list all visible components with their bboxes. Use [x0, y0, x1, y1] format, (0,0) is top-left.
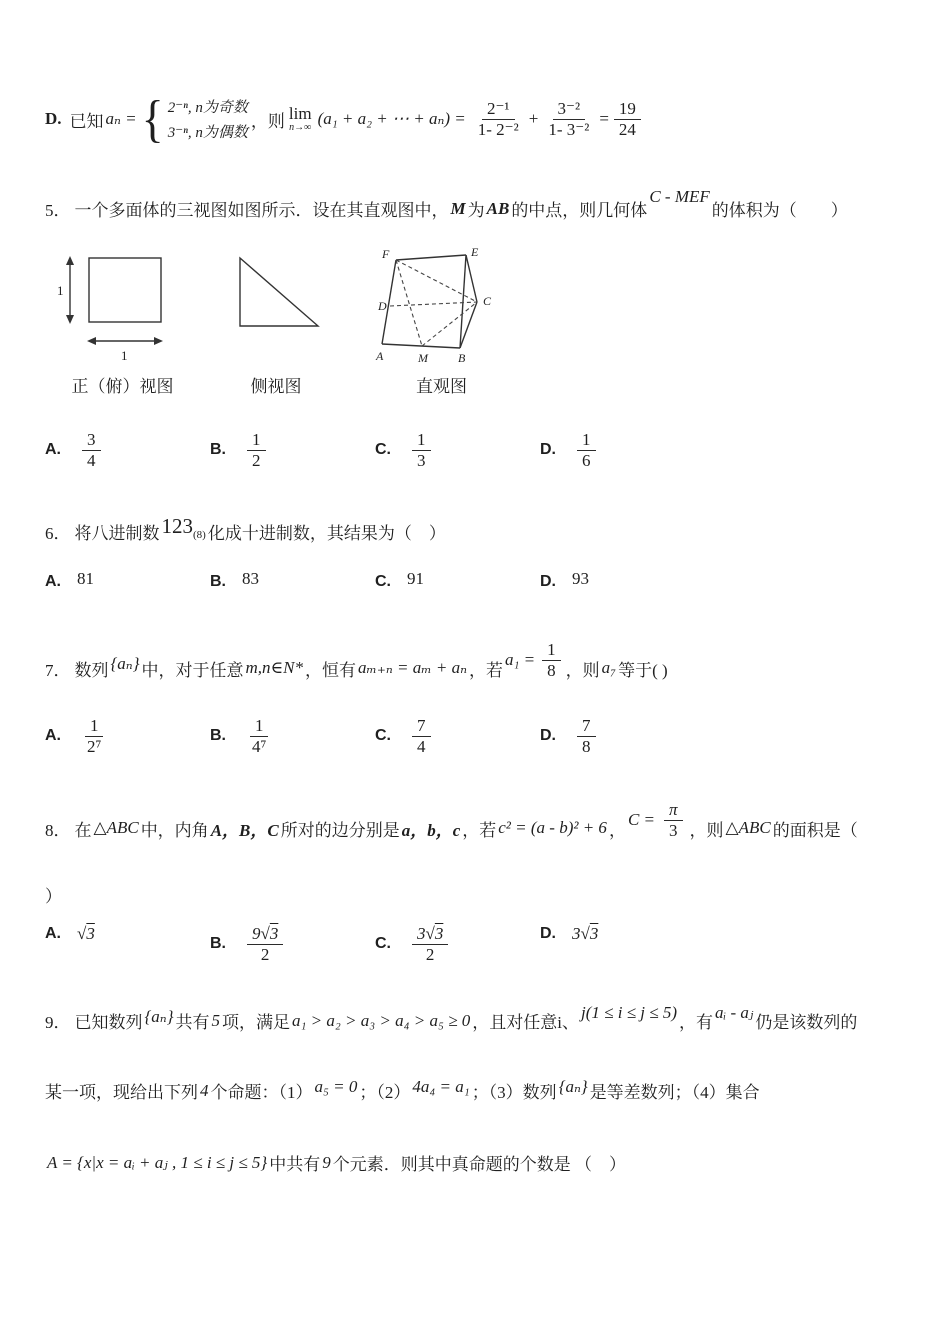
question-5-figures	[55, 246, 509, 397]
q7-option-c	[375, 716, 436, 756]
radical-coefficient: 3	[417, 924, 426, 943]
q7-text-1: 数列	[74, 660, 109, 680]
fraction	[247, 716, 271, 756]
octal-base: (8)	[193, 529, 206, 542]
fraction-numerator: π	[664, 800, 683, 821]
q5-point-m: M	[450, 198, 466, 218]
fraction-numerator: 1	[542, 640, 561, 661]
fraction	[577, 716, 596, 756]
question-5-stem	[45, 186, 848, 221]
fraction-denominator: 8	[582, 736, 591, 756]
option-label: D.	[540, 573, 556, 590]
question-6-number: 6．	[45, 524, 71, 544]
q6-text-1: 将八进制数	[74, 524, 160, 544]
q8-text-6: ，则	[689, 820, 724, 840]
q7-a7-term: a₇	[601, 658, 617, 678]
fraction	[247, 430, 266, 470]
limit-bottom: n→∞	[289, 122, 312, 133]
question-6-options	[0, 569, 950, 624]
radical-coefficient: 3	[572, 924, 581, 943]
question-8-options	[0, 924, 950, 976]
vertical-dimension-label: 1	[57, 283, 64, 298]
fraction-numerator: 1	[412, 430, 431, 451]
qd-text-known: 已知	[69, 111, 104, 131]
q9-sequence-set: {aₙ}	[144, 1006, 174, 1026]
q5-option-c	[375, 430, 436, 470]
q8-c-squared-equation: c² = (a - b)² + 6	[498, 818, 607, 838]
fraction-denominator: 24	[618, 119, 636, 139]
vertex-label-a: A	[376, 349, 384, 363]
radical-expression	[572, 924, 598, 944]
fraction-denominator: 4	[417, 736, 426, 756]
fraction-denominator: 4	[87, 450, 96, 470]
q8-option-c	[375, 924, 453, 964]
q9-text-1: 已知数列	[74, 1013, 143, 1032]
q7-text-5: ，则	[565, 660, 600, 680]
option-label: C.	[375, 727, 391, 745]
fraction-numerator: 7	[577, 716, 596, 737]
q8-option-d	[540, 924, 598, 944]
radical-expression	[77, 924, 95, 944]
question-6-stem	[45, 514, 446, 545]
q7-sequence-set: {aₙ}	[110, 654, 140, 674]
option-label: D.	[540, 925, 556, 942]
question-4-option-d	[45, 89, 646, 147]
option-label: A.	[45, 727, 61, 745]
q9-text-7: 某一项，现给出下列	[45, 1083, 198, 1102]
fraction-denominator: 3	[417, 450, 426, 470]
q9-proposition-1: a₅ = 0	[314, 1076, 358, 1096]
q8-triangle-abc-2: △ABC	[725, 818, 771, 838]
q9-ai-minus-aj: aᵢ - aⱼ	[715, 1002, 754, 1022]
option-label: B.	[210, 935, 226, 953]
fraction	[412, 924, 448, 964]
option-label: A.	[45, 573, 61, 590]
q9-sequence-set-2: {aₙ}	[558, 1076, 588, 1096]
q7-a1-value	[503, 640, 566, 680]
q9-text-3: 项，满足	[222, 1013, 290, 1032]
q5-option-a	[45, 430, 106, 470]
q8-text-3: 所对的边分别是	[280, 820, 400, 840]
question-7-options	[0, 716, 950, 768]
q7-option-a	[45, 716, 111, 756]
vertex-label-f: F	[382, 247, 390, 261]
q6-option-d	[540, 569, 589, 592]
fraction-denominator: 8	[547, 660, 556, 680]
fraction-numerator: 3	[82, 430, 101, 451]
question-7-stem	[45, 640, 668, 688]
fraction-numerator: 2⁻¹	[482, 99, 515, 120]
q8-c-equals: C =	[627, 810, 655, 830]
option-label: B.	[210, 727, 226, 745]
case-line-2: 3⁻ⁿ, n为偶数	[167, 125, 248, 141]
q5-solid-cmef: C - MEF	[649, 186, 710, 206]
qd-series: (a₁ + a₂ + ⋯ + aₙ) =	[317, 109, 466, 128]
q9-text-8: 个命题：（1）	[210, 1083, 313, 1102]
case-brace: {	[141, 89, 164, 147]
fraction	[82, 430, 101, 470]
q8-angle-c-value	[626, 800, 690, 840]
fraction-denominator: 2	[252, 450, 261, 470]
fraction-numerator: 1	[577, 430, 596, 451]
fraction	[614, 99, 641, 139]
option-value: 83	[242, 569, 259, 588]
piecewise-cases	[141, 89, 248, 147]
q9-text-2: 共有	[175, 1013, 210, 1032]
option-d-label: D.	[45, 109, 62, 128]
q7-a1-equals: a₁ =	[505, 650, 536, 670]
question-8-stem	[45, 800, 858, 848]
q6-text-2: 化成十进制数，其结果为（ ）	[207, 524, 446, 544]
side-view-drawing	[226, 252, 326, 364]
octal-digits: 123	[161, 514, 193, 538]
q9-text-10: ；（3）数列	[471, 1083, 557, 1102]
plus-sign: +	[528, 109, 539, 128]
fraction-numerator: 3⁻²	[553, 99, 586, 120]
q9-count-4: 4	[200, 1080, 209, 1100]
radical-sign: √	[580, 924, 590, 943]
fraction	[473, 99, 524, 139]
limit-top: lim	[288, 104, 312, 123]
fraction	[542, 640, 561, 680]
q7-text-4: ，若	[469, 660, 504, 680]
option-label: C.	[375, 573, 391, 590]
front-top-view-caption: 正（俯）视图	[71, 377, 174, 396]
q9-text-11: 是等差数列；（4）集合	[589, 1083, 760, 1102]
qd-an-equals: aₙ =	[105, 109, 137, 128]
radical-sign: √	[77, 924, 87, 943]
fraction-denominator: 2⁷	[87, 736, 102, 756]
fraction	[412, 716, 431, 756]
fraction	[412, 430, 431, 470]
radicand: 3	[86, 924, 95, 943]
q5-text-3: 的中点，则几何体	[511, 201, 648, 220]
q7-option-b	[210, 716, 276, 756]
q5-option-d	[540, 430, 601, 470]
fraction-numerator: 19	[614, 99, 641, 120]
q8-sides: a，b，c	[401, 820, 461, 840]
vertex-label-d: D	[378, 299, 387, 313]
question-9-line-2	[45, 1078, 760, 1103]
option-label: B.	[210, 441, 226, 459]
option-value: 81	[77, 569, 94, 588]
q6-option-a	[45, 569, 94, 592]
q8-close-paren-text: ）	[45, 887, 62, 906]
fraction	[247, 924, 283, 964]
radicand: 3	[589, 924, 599, 943]
q5-text-4: 的体积为（ ）	[711, 201, 848, 220]
fraction-denominator: 4⁷	[252, 736, 267, 756]
fraction-denominator: 2	[260, 944, 270, 964]
q7-text-3: ，恒有	[304, 660, 356, 680]
front-top-view-figure	[55, 252, 190, 397]
q9-text-4: ，且对任意i、	[472, 1013, 580, 1032]
fraction	[577, 430, 596, 470]
fraction-numerator: 1	[247, 430, 266, 451]
option-label: B.	[210, 573, 226, 590]
q8-text-1: 在	[74, 820, 92, 840]
fraction-denominator: 3	[669, 820, 678, 840]
option-value: 91	[407, 569, 424, 588]
q9-inequality: a₁ > a₂ > a₃ > a₄ > a₅ ≥ 0	[292, 1010, 471, 1030]
q6-option-c	[375, 569, 424, 592]
option-label: A.	[45, 925, 61, 942]
option-label: D.	[540, 727, 556, 745]
option-value: 93	[572, 569, 589, 588]
q7-text-2: 中，对于任意	[141, 660, 244, 680]
q7-option-d	[540, 716, 601, 756]
q9-j-condition: j(1 ≤ i ≤ j ≤ 5)	[581, 1002, 677, 1022]
vertex-label-e: E	[471, 246, 479, 259]
q8-text-4: ，若	[462, 820, 497, 840]
q8-text-5: ，	[608, 820, 626, 840]
vertex-label-c: C	[483, 294, 492, 308]
fraction-denominator: 2	[425, 944, 435, 964]
radicand: 3	[269, 924, 279, 943]
radical-sign: √	[260, 924, 270, 943]
q5-text-1: 一个多面体的三视图如图所示．设在其直观图中，	[74, 201, 449, 220]
fraction-numerator: 1	[250, 716, 269, 737]
question-8-number: 8．	[45, 820, 71, 840]
q7-recurrence: aₘ₊ₙ = aₘ + aₙ	[357, 658, 468, 678]
q8-option-b	[210, 924, 288, 964]
fraction-numerator	[412, 924, 448, 945]
q5-segment-ab: AB	[486, 198, 510, 218]
q8-angles: A，B，C	[210, 820, 279, 840]
fraction	[543, 99, 594, 139]
question-7-number: 7．	[45, 660, 71, 680]
vertex-label-b: B	[458, 351, 466, 364]
q9-text-9: ；（2）	[359, 1083, 411, 1102]
q8-text-7: 的面积是（	[772, 820, 858, 840]
q7-text-6: 等于( )	[618, 660, 668, 680]
fraction-denominator: 1- 3⁻²	[548, 119, 590, 139]
side-view-figure	[226, 252, 326, 397]
case-rows	[168, 96, 248, 142]
option-label: C.	[375, 935, 391, 953]
front-top-view-drawing	[55, 252, 190, 364]
q9-text-6: 仍是该数列的	[755, 1013, 858, 1032]
side-view-caption: 侧视图	[250, 377, 302, 396]
intuitive-view-drawing	[374, 246, 509, 364]
question-5-options	[0, 430, 950, 482]
intuitive-view-figure	[374, 246, 509, 397]
question-8-close-paren	[45, 882, 62, 907]
q6-option-b	[210, 569, 259, 592]
radicand: 3	[434, 924, 444, 943]
radical-coefficient: 9	[252, 924, 261, 943]
qd-then-text: ，则	[250, 111, 285, 131]
question-9-line-1	[45, 1002, 858, 1033]
q9-proposition-2: 4a₄ = a₁	[412, 1076, 470, 1096]
option-label: C.	[375, 441, 391, 459]
fraction-denominator: 1- 2⁻²	[477, 119, 519, 139]
q8-text-2: 中，内角	[140, 820, 209, 840]
fraction-numerator	[247, 924, 283, 945]
q5-option-b	[210, 430, 271, 470]
q9-set-a-definition: A = {x|x = aᵢ + aⱼ , 1 ≤ i ≤ j ≤ 5}	[47, 1152, 268, 1172]
question-9-line-3	[45, 1150, 626, 1175]
q9-text-12: 中共有	[269, 1155, 321, 1174]
q9-text-5: ，有	[679, 1013, 713, 1032]
option-label: A.	[45, 441, 61, 459]
equals-sign: =	[599, 109, 609, 128]
case-line-1: 2⁻ⁿ, n为奇数	[167, 100, 248, 116]
fraction	[662, 800, 685, 840]
option-label: D.	[540, 441, 556, 459]
question-9-number: 9．	[45, 1013, 71, 1032]
q9-count-9: 9	[322, 1152, 331, 1172]
limit-symbol	[289, 105, 312, 133]
radical-sign: √	[425, 924, 435, 943]
octal-number	[162, 514, 206, 541]
fraction-denominator: 6	[582, 450, 591, 470]
fraction	[82, 716, 106, 756]
fraction-numerator: 1	[85, 716, 104, 737]
q9-count-5: 5	[211, 1010, 220, 1030]
q8-triangle-abc: △ABC	[93, 818, 139, 838]
horizontal-dimension-label: 1	[121, 348, 128, 363]
fraction-numerator: 7	[412, 716, 431, 737]
question-5-number: 5．	[45, 201, 71, 220]
q8-option-a	[45, 924, 95, 944]
q7-mn-condition: m,n∈N*	[245, 658, 303, 678]
vertex-label-m: M	[418, 351, 428, 364]
intuitive-view-caption: 直观图	[416, 377, 467, 396]
q9-text-13: 个元素．则其中真命题的个数是 （ ）	[332, 1155, 626, 1174]
q5-text-2: 为	[467, 201, 485, 220]
